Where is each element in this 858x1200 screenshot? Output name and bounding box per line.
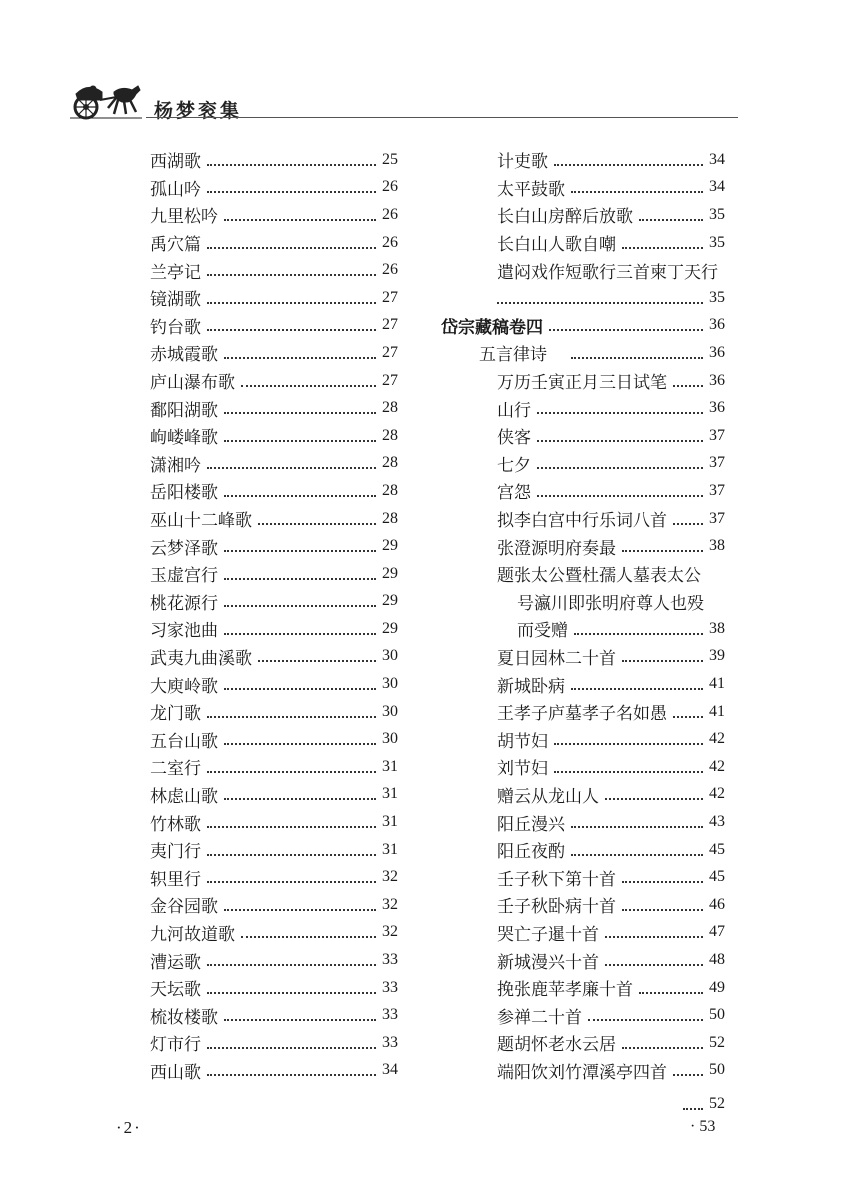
toc-entry bbox=[150, 560, 398, 588]
leader-dots bbox=[549, 329, 703, 331]
toc-entry bbox=[441, 808, 725, 836]
toc-entry bbox=[441, 670, 725, 698]
toc-title: 参禅二十首 bbox=[497, 1007, 582, 1028]
running-header bbox=[66, 70, 738, 120]
toc-entry bbox=[150, 450, 398, 478]
leader-dots bbox=[207, 1047, 376, 1049]
leader-dots bbox=[571, 357, 703, 359]
toc-entry bbox=[441, 560, 725, 588]
toc-title: 万历壬寅正月三日试笔 bbox=[497, 373, 667, 394]
toc-page: 41 bbox=[709, 702, 725, 720]
toc-page: 26 bbox=[382, 233, 398, 251]
toc-page: 33 bbox=[382, 978, 398, 996]
toc-entry bbox=[441, 1029, 725, 1057]
toc-page: 42 bbox=[709, 730, 725, 748]
leader-dots bbox=[554, 771, 703, 773]
toc-left-column bbox=[150, 146, 398, 1084]
leader-dots bbox=[207, 881, 376, 883]
toc-title: 长白山房醉后放歌 bbox=[497, 207, 633, 228]
leader-dots bbox=[622, 550, 703, 552]
toc-title: 玉虚宫行 bbox=[150, 566, 218, 587]
toc-page: 27 bbox=[382, 343, 398, 361]
toc-title: 习家池曲 bbox=[150, 621, 218, 642]
toc-title: 赠云从龙山人 bbox=[497, 786, 599, 807]
toc-page: 32 bbox=[382, 868, 398, 886]
toc-title: 禹穴篇 bbox=[150, 235, 201, 256]
leader-dots bbox=[622, 247, 703, 249]
toc-entry bbox=[441, 477, 725, 505]
toc-entry bbox=[150, 1057, 398, 1085]
leader-dots bbox=[605, 936, 703, 938]
leader-dots bbox=[224, 550, 376, 552]
toc-page: 34 bbox=[709, 178, 725, 196]
toc-page: 38 bbox=[709, 619, 725, 637]
toc-title: 九里松吟 bbox=[150, 207, 218, 228]
toc-entry bbox=[441, 863, 725, 891]
toc-entry bbox=[150, 615, 398, 643]
toc-entry bbox=[150, 174, 398, 202]
toc-page: 36 bbox=[709, 343, 725, 361]
toc-entry bbox=[150, 477, 398, 505]
toc-page: 31 bbox=[382, 757, 398, 775]
toc-title: 巫山十二峰歌 bbox=[150, 511, 252, 532]
toc-page: 32 bbox=[382, 895, 398, 913]
toc-entry bbox=[150, 532, 398, 560]
leader-dots bbox=[258, 660, 376, 662]
toc-title: 拟李白宫中行乐词八首 bbox=[497, 511, 667, 532]
toc-entry bbox=[441, 394, 725, 422]
leader-dots bbox=[207, 826, 376, 828]
page-number-right: · 53 bbox=[690, 1118, 716, 1135]
toc-page: 37 bbox=[709, 481, 725, 499]
toc-page: 34 bbox=[709, 150, 725, 168]
toc-page: 27 bbox=[382, 371, 398, 389]
toc-title: 胡节妇 bbox=[497, 731, 548, 752]
leader-dots bbox=[207, 247, 376, 249]
leader-dots bbox=[224, 743, 376, 745]
toc-entry bbox=[150, 201, 398, 229]
toc-entry bbox=[150, 643, 398, 671]
toc-entry bbox=[441, 919, 725, 947]
book-title: 杨梦衮集 bbox=[154, 100, 243, 122]
leader-dots bbox=[207, 164, 376, 166]
toc-title: 夷门行 bbox=[150, 842, 201, 863]
toc-entry bbox=[150, 863, 398, 891]
toc-page: 36 bbox=[709, 371, 725, 389]
leader-dots bbox=[571, 826, 703, 828]
toc-page: 30 bbox=[382, 675, 398, 693]
toc-title: 天坛歌 bbox=[150, 980, 201, 1001]
leader-dots bbox=[224, 798, 376, 800]
toc-page: 26 bbox=[382, 261, 398, 279]
toc-page: 36 bbox=[709, 316, 725, 334]
leader-dots bbox=[224, 909, 376, 911]
toc-page: 34 bbox=[382, 1061, 398, 1079]
toc-entry bbox=[441, 643, 725, 671]
toc-entry bbox=[441, 698, 725, 726]
toc-entry bbox=[150, 394, 398, 422]
toc-entry bbox=[441, 753, 725, 781]
toc-title: 钓台歌 bbox=[150, 317, 201, 338]
leader-dots bbox=[224, 578, 376, 580]
toc-title: 岱宗藏稿卷四 bbox=[441, 317, 543, 338]
toc-title: 二室行 bbox=[150, 759, 201, 780]
toc-entry bbox=[441, 1057, 725, 1085]
toc-entry bbox=[441, 615, 725, 643]
toc-page: 41 bbox=[709, 675, 725, 693]
toc-page: 33 bbox=[382, 1033, 398, 1051]
toc-page: 27 bbox=[382, 288, 398, 306]
toc-entry bbox=[150, 974, 398, 1002]
toc-title: 岳阳楼歌 bbox=[150, 483, 218, 504]
leader-dots bbox=[571, 688, 703, 690]
toc-title: 长白山人歌自嘲 bbox=[497, 235, 616, 256]
toc-entry bbox=[150, 836, 398, 864]
toc-entry bbox=[150, 725, 398, 753]
toc-title: 孤山吟 bbox=[150, 179, 201, 200]
toc-title: 端阳饮刘竹潭溪亭四首 bbox=[497, 1062, 667, 1083]
toc-page: 35 bbox=[709, 288, 725, 306]
toc-entry bbox=[150, 146, 398, 174]
toc-title: 兰亭记 bbox=[150, 262, 201, 283]
toc-title: 题张太公暨杜孺人墓表太公 bbox=[497, 566, 701, 587]
leader-dots bbox=[571, 854, 703, 856]
toc-title: 灯市行 bbox=[150, 1035, 201, 1056]
leader-dots bbox=[207, 992, 376, 994]
toc-entry bbox=[441, 505, 725, 533]
leader-dots bbox=[574, 633, 703, 635]
toc-title: 潇湘吟 bbox=[150, 455, 201, 476]
leader-dots bbox=[622, 881, 703, 883]
toc-page: 29 bbox=[382, 537, 398, 555]
header-rule bbox=[146, 117, 738, 118]
toc-title: 轵里行 bbox=[150, 869, 201, 890]
leader-dots bbox=[683, 1108, 703, 1110]
leader-dots bbox=[224, 440, 376, 442]
toc-title: 西湖歌 bbox=[150, 152, 201, 173]
toc-entry bbox=[441, 312, 725, 340]
toc-title: 岣嵝峰歌 bbox=[150, 428, 218, 449]
leader-dots bbox=[554, 743, 703, 745]
toc-entry bbox=[441, 781, 725, 809]
toc-page: 28 bbox=[382, 481, 398, 499]
toc-entry bbox=[150, 781, 398, 809]
leader-dots bbox=[207, 854, 376, 856]
toc-page: 31 bbox=[382, 840, 398, 858]
toc-entry bbox=[150, 891, 398, 919]
toc-entry bbox=[150, 919, 398, 947]
toc-entry bbox=[150, 256, 398, 284]
toc-title: 新城卧病 bbox=[497, 676, 565, 697]
toc-page: 32 bbox=[382, 923, 398, 941]
toc-entry bbox=[150, 1001, 398, 1029]
toc-page: 47 bbox=[709, 923, 725, 941]
toc-title: 阳丘夜酌 bbox=[497, 842, 565, 863]
toc-entry bbox=[441, 725, 725, 753]
toc-entry bbox=[441, 891, 725, 919]
toc-entry bbox=[150, 229, 398, 257]
leader-dots bbox=[571, 191, 703, 193]
toc-page: 28 bbox=[382, 399, 398, 417]
toc-entry bbox=[441, 532, 725, 560]
toc-title: 阳丘漫兴 bbox=[497, 814, 565, 835]
toc-entry bbox=[441, 174, 725, 202]
toc-entry bbox=[150, 588, 398, 616]
toc-entry bbox=[150, 312, 398, 340]
toc-page: 52 bbox=[709, 1094, 725, 1112]
toc-title: 五台山歌 bbox=[150, 731, 218, 752]
toc-entry bbox=[150, 698, 398, 726]
toc-page: 46 bbox=[709, 895, 725, 913]
leader-dots bbox=[605, 798, 703, 800]
leader-dots bbox=[207, 467, 376, 469]
toc-page: 29 bbox=[382, 592, 398, 610]
toc-page: 33 bbox=[382, 951, 398, 969]
leader-dots bbox=[537, 467, 703, 469]
toc-page: 42 bbox=[709, 757, 725, 775]
leader-dots bbox=[258, 523, 376, 525]
toc-title: 刘节妇 bbox=[497, 759, 548, 780]
toc-entry bbox=[441, 256, 725, 284]
leader-dots bbox=[224, 357, 376, 359]
toc-page: 31 bbox=[382, 785, 398, 803]
toc-entry bbox=[441, 422, 725, 450]
toc-entry bbox=[441, 201, 725, 229]
toc-page: 28 bbox=[382, 426, 398, 444]
toc-title: 王孝子庐墓孝子名如愚 bbox=[497, 704, 667, 725]
toc-page: 35 bbox=[709, 233, 725, 251]
leader-dots bbox=[554, 164, 703, 166]
toc-page: 36 bbox=[709, 399, 725, 417]
toc-title: 山行 bbox=[497, 400, 531, 421]
toc-page: 26 bbox=[382, 205, 398, 223]
toc-title: 五言律诗 bbox=[479, 345, 547, 366]
leader-dots bbox=[622, 660, 703, 662]
toc-page: 29 bbox=[382, 564, 398, 582]
leader-dots bbox=[224, 495, 376, 497]
leader-dots bbox=[224, 688, 376, 690]
toc-page: 42 bbox=[709, 785, 725, 803]
toc-title: 龙门歌 bbox=[150, 704, 201, 725]
toc-entry bbox=[150, 1029, 398, 1057]
toc-entry bbox=[150, 339, 398, 367]
leader-dots bbox=[224, 219, 376, 221]
toc-title: 大庾岭歌 bbox=[150, 676, 218, 697]
toc-title: 林虑山歌 bbox=[150, 786, 218, 807]
toc-title: 西山歌 bbox=[150, 1062, 201, 1083]
toc-title: 新城漫兴十首 bbox=[497, 952, 599, 973]
toc-title: 镜湖歌 bbox=[150, 290, 201, 311]
toc-page: 45 bbox=[709, 868, 725, 886]
toc-page: 38 bbox=[709, 537, 725, 555]
leader-dots bbox=[207, 716, 376, 718]
leader-dots bbox=[639, 992, 703, 994]
toc-entry bbox=[441, 229, 725, 257]
toc-entry bbox=[441, 836, 725, 864]
toc-page: 52 bbox=[709, 1033, 725, 1051]
leader-dots bbox=[207, 1074, 376, 1076]
toc-page: 50 bbox=[709, 1061, 725, 1079]
leader-dots bbox=[622, 909, 703, 911]
toc-right-column bbox=[441, 146, 725, 1084]
toc-page: 27 bbox=[382, 316, 398, 334]
toc-page: 50 bbox=[709, 1006, 725, 1024]
toc-title: 侠客 bbox=[497, 428, 531, 449]
leader-dots bbox=[224, 633, 376, 635]
toc-entry bbox=[441, 588, 725, 616]
toc-title: 哭亡子暹十首 bbox=[497, 924, 599, 945]
toc-title: 壬子秋下第十首 bbox=[497, 869, 616, 890]
toc-page: 30 bbox=[382, 730, 398, 748]
toc-page: 37 bbox=[709, 509, 725, 527]
leader-dots bbox=[537, 412, 703, 414]
leader-dots bbox=[207, 191, 376, 193]
leader-dots bbox=[673, 385, 703, 387]
leader-dots bbox=[241, 936, 376, 938]
toc-page: 30 bbox=[382, 702, 398, 720]
leader-dots bbox=[537, 440, 703, 442]
carriage-logo-icon bbox=[66, 80, 146, 120]
toc-entry bbox=[441, 1001, 725, 1029]
leader-dots bbox=[537, 495, 703, 497]
toc-title: 七夕 bbox=[497, 455, 531, 476]
toc-entry bbox=[150, 284, 398, 312]
toc-title: 赤城霞歌 bbox=[150, 345, 218, 366]
toc-entry bbox=[441, 974, 725, 1002]
toc-page: 49 bbox=[709, 978, 725, 996]
toc-title: 遣闷戏作短歌行三首柬丁天行 bbox=[497, 262, 718, 283]
toc-page: 29 bbox=[382, 619, 398, 637]
toc-title: 号瀛川即张明府尊人也殁 bbox=[517, 593, 704, 614]
toc-page: 39 bbox=[709, 647, 725, 665]
leader-dots bbox=[241, 385, 376, 387]
toc-title: 竹林歌 bbox=[150, 814, 201, 835]
toc-entry bbox=[150, 505, 398, 533]
leader-dots bbox=[224, 1019, 376, 1021]
leader-dots bbox=[673, 716, 703, 718]
toc-entry bbox=[150, 422, 398, 450]
toc-page: 25 bbox=[382, 150, 398, 168]
toc-title: 金谷园歌 bbox=[150, 897, 218, 918]
leader-dots bbox=[639, 219, 703, 221]
leader-dots bbox=[673, 1074, 703, 1076]
leader-dots bbox=[224, 412, 376, 414]
leader-dots bbox=[207, 274, 376, 276]
toc-page: 30 bbox=[382, 647, 398, 665]
leader-dots bbox=[673, 523, 703, 525]
toc-title: 鄱阳湖歌 bbox=[150, 400, 218, 421]
leader-dots bbox=[207, 302, 376, 304]
leader-dots bbox=[622, 1047, 703, 1049]
toc-entry bbox=[150, 670, 398, 698]
toc-title: 武夷九曲溪歌 bbox=[150, 648, 252, 669]
toc-page: 28 bbox=[382, 509, 398, 527]
toc-entry bbox=[441, 946, 725, 974]
toc-page: 35 bbox=[709, 205, 725, 223]
toc-page: 33 bbox=[382, 1006, 398, 1024]
toc-page: 28 bbox=[382, 454, 398, 472]
toc-title: 张澄源明府奏最 bbox=[497, 538, 616, 559]
toc-title: 云梦泽歌 bbox=[150, 538, 218, 559]
toc-title: 太平鼓歌 bbox=[497, 179, 565, 200]
toc-title: 庐山瀑布歌 bbox=[150, 373, 235, 394]
toc-page: 26 bbox=[382, 178, 398, 196]
toc-entry bbox=[441, 284, 725, 312]
toc-title: 壬子秋卧病十首 bbox=[497, 897, 616, 918]
toc-page: 48 bbox=[709, 951, 725, 969]
toc-page: 37 bbox=[709, 426, 725, 444]
toc-page: 45 bbox=[709, 840, 725, 858]
toc-continuation-line bbox=[441, 1090, 725, 1117]
toc-title: 九河故道歌 bbox=[150, 924, 235, 945]
toc-entry bbox=[441, 450, 725, 478]
toc-page: 37 bbox=[709, 454, 725, 472]
leader-dots bbox=[588, 1019, 703, 1021]
leader-dots bbox=[207, 771, 376, 773]
toc-page: 43 bbox=[709, 813, 725, 831]
leader-dots bbox=[605, 964, 703, 966]
toc-title: 漕运歌 bbox=[150, 952, 201, 973]
leader-dots bbox=[207, 964, 376, 966]
toc-page: 31 bbox=[382, 813, 398, 831]
toc-title: 题胡怀老水云居 bbox=[497, 1035, 616, 1056]
toc-title: 挽张鹿苹孝廉十首 bbox=[497, 980, 633, 1001]
leader-dots bbox=[224, 605, 376, 607]
toc-entry bbox=[150, 808, 398, 836]
toc-entry bbox=[441, 367, 725, 395]
toc-title: 计吏歌 bbox=[497, 152, 548, 173]
toc-title: 桃花源行 bbox=[150, 593, 218, 614]
toc-title: 而受赠 bbox=[517, 621, 568, 642]
page-number-left: ·2· bbox=[116, 1118, 142, 1137]
leader-dots bbox=[497, 302, 703, 304]
toc-entry bbox=[150, 753, 398, 781]
toc-title: 夏日园林二十首 bbox=[497, 648, 616, 669]
toc-title: 梳妆楼歌 bbox=[150, 1007, 218, 1028]
leader-dots bbox=[207, 329, 376, 331]
toc-entry bbox=[150, 367, 398, 395]
toc-entry bbox=[441, 339, 725, 367]
toc-title: 宫怨 bbox=[497, 483, 531, 504]
toc-entry bbox=[441, 146, 725, 174]
toc-entry bbox=[150, 946, 398, 974]
